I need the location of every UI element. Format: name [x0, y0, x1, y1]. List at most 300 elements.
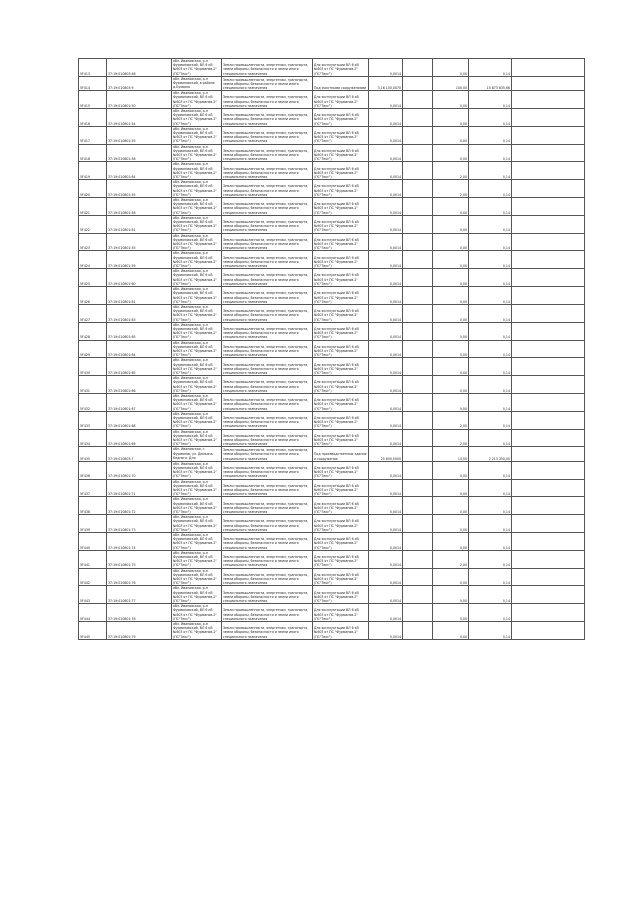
- cell-share: [403, 376, 433, 394]
- cell-address: обл. Ивановская, р-н Фурмановский, ВЛ 6 кВ №603 от ПС "Фурманов-2" (ПС"Текс"): [172, 622, 222, 640]
- cell-area: 0,0014: [369, 461, 403, 479]
- cell-address: обл. Ивановская, р-н Фурмановский, ВЛ 6 кВ №603 от ПС "Фурманов-2" (ПС"Текс"): [172, 340, 222, 358]
- cell-record-id: 5F425: [79, 269, 107, 287]
- cell-permitted-use: Для эксплуатации ВЛ 6 кВ №603 от ПС "Фурманов-2" (ПС"Текс"): [313, 533, 369, 551]
- table-row: [79, 550, 585, 568]
- cell-permitted-use: Для эксплуатации ВЛ 6 кВ №603 от ПС "Фурманов-2" (ПС"Текс"): [313, 108, 369, 126]
- cell-area: 0,0014: [369, 340, 403, 358]
- cell-record-id: 5F443: [79, 586, 107, 604]
- cell-empty: [512, 198, 585, 216]
- cell-value: 2,00: [433, 429, 469, 447]
- cell-address: обл. Ивановская, р-н Фурмановский, ВЛ 6 кВ №603 от ПС "Фурманов-2" (ПС"Текс"): [172, 550, 222, 568]
- cell-empty: [512, 358, 585, 376]
- cell-share: [403, 622, 433, 640]
- cell-permitted-use: Для эксплуатации ВЛ 6 кВ №603 от ПС "Фурманов-2" (ПС"Текс"): [313, 215, 369, 233]
- cell-land-category: Земли промышленности, энергетики, транспорта, земли обороны, безопасности и земли иного специального назначения: [222, 126, 313, 144]
- cell-land-category: Земли промышленности, энергетики, транспорта, земли обороны, безопасности и земли иного специального назначения: [222, 108, 313, 126]
- cell-permitted-use: Под очистными сооружениями: [313, 76, 369, 90]
- cell-empty: [512, 447, 585, 461]
- cell-cadastral-number: 37:19:010801:59: [107, 251, 172, 269]
- cell-price: 0,14: [469, 198, 512, 216]
- cell-value: 0,00: [433, 126, 469, 144]
- cell-address: обл. Ивановская, р-н Фурмановский, ВЛ 6 кВ №603 от ПС "Фурманов-2" (ПС"Текс"): [172, 358, 222, 376]
- cell-address: обл. Ивановская, р-н Фурмановский, ВЛ 6 кВ №603 от ПС "Фурманов-2" (ПС"Текс"): [172, 322, 222, 340]
- cell-price: 0,14: [469, 393, 512, 411]
- cell-value: 2,00: [433, 411, 469, 429]
- cell-cadastral-number: 37:19:010801:76: [107, 568, 172, 586]
- cell-price: 0,14: [469, 586, 512, 604]
- cell-value: 0,00: [433, 108, 469, 126]
- cell-price: 0,14: [469, 269, 512, 287]
- table-row: [79, 162, 585, 180]
- cell-permitted-use: Для эксплуатации ВЛ 6 кВ №603 от ПС "Фурманов-2" (ПС"Текс"): [313, 269, 369, 287]
- cell-cadastral-number: 37:19:010801:70: [107, 461, 172, 479]
- cell-value: 0,00: [433, 376, 469, 394]
- table-row: [79, 322, 585, 340]
- cell-empty: [512, 287, 585, 305]
- cell-share: [403, 322, 433, 340]
- cell-cadastral-number: 37:19:010801:54: [107, 108, 172, 126]
- cell-address: обл. Ивановская, р-н Фурмановский, ВЛ 6 кВ №603 от ПС "Фурманов-2" (ПС"Текс"): [172, 586, 222, 604]
- table-body: [79, 59, 585, 640]
- cell-area: 0,0014: [369, 269, 403, 287]
- cell-address: обл. Ивановская, р-н Фурмановский, ВЛ 6 кВ №603 от ПС "Фурманов-2" (ПС"Текс"): [172, 533, 222, 551]
- cell-permitted-use: Для эксплуатации ВЛ 6 кВ №603 от ПС "Фурманов-2" (ПС"Текс"): [313, 198, 369, 216]
- cell-record-id: 5F413: [79, 59, 107, 77]
- cell-price: 0,14: [469, 376, 512, 394]
- cell-record-id: 5F424: [79, 251, 107, 269]
- cell-record-id: 5F434: [79, 429, 107, 447]
- cell-address: обл. Ивановская, р-н Фурмановский, ВЛ 6 кВ №603 от ПС "Фурманов-2" (ПС"Текс"): [172, 233, 222, 251]
- cell-permitted-use: Для эксплуатации ВЛ 6 кВ №603 от ПС "Фурманов-2" (ПС"Текс"): [313, 322, 369, 340]
- cell-price: 0,14: [469, 604, 512, 622]
- table-row: [79, 461, 585, 479]
- cell-share: [403, 533, 433, 551]
- cell-cadastral-number: 37:19:010801:61: [107, 287, 172, 305]
- cell-land-category: Земли промышленности, энергетики, транспорта, земли обороны, безопасности и земли иного специального назначения: [222, 287, 313, 305]
- cell-empty: [512, 461, 585, 479]
- cell-cadastral-number: 37:19:010801:74: [107, 533, 172, 551]
- table-row: [79, 586, 585, 604]
- table-row: [79, 180, 585, 198]
- cell-address: обл. Ивановская, р-н Фурмановский, ВЛ 6 кВ №603 от ПС "Фурманов-2" (ПС"Текс"): [172, 429, 222, 447]
- cell-area: 0,0014: [369, 233, 403, 251]
- cell-area: 0,0014: [369, 604, 403, 622]
- cell-value: 0,00: [433, 198, 469, 216]
- table-row: [79, 215, 585, 233]
- cell-address: обл. Ивановская, р-н Фурмановский, ВЛ 6 кВ №603 от ПС "Фурманов-2" (ПС"Текс"): [172, 411, 222, 429]
- cell-area: 0,0014: [369, 586, 403, 604]
- cell-record-id: 5F422: [79, 215, 107, 233]
- cell-price: 0,14: [469, 108, 512, 126]
- cell-address: обл. Ивановская, р-н Фурмановский, ВЛ 6 кВ №603 от ПС "Фурманов-2" (ПС"Текс"): [172, 180, 222, 198]
- cell-share: [403, 108, 433, 126]
- cell-price: 0,14: [469, 461, 512, 479]
- cell-empty: [512, 515, 585, 533]
- cell-empty: [512, 233, 585, 251]
- cell-permitted-use: Для эксплуатации ВЛ 6 кВ №603 от ПС "Фурманов-2" (ПС"Текс"): [313, 180, 369, 198]
- cell-share: [403, 198, 433, 216]
- cell-area: 0,0014: [369, 533, 403, 551]
- cell-area: 0,0014: [369, 108, 403, 126]
- cell-address: обл. Ивановская, р-н Фурмановский, ВЛ 6 кВ №603 от ПС "Фурманов-2" (ПС"Текс"): [172, 515, 222, 533]
- cell-price: 0,14: [469, 479, 512, 497]
- table-row: [79, 497, 585, 515]
- cell-price: 0,14: [469, 622, 512, 640]
- cell-share: [403, 393, 433, 411]
- cell-empty: [512, 91, 585, 109]
- cell-value: 0,00: [433, 479, 469, 497]
- table-row: [79, 269, 585, 287]
- cell-area: 0,0014: [369, 550, 403, 568]
- cell-land-category: Земли промышленности, энергетики, транспорта, земли обороны, безопасности и земли иного специального назначения: [222, 568, 313, 586]
- cell-land-category: Земли промышленности, энергетики, транспорта, земли обороны, безопасности и земли иного специального назначения: [222, 461, 313, 479]
- cell-empty: [512, 76, 585, 90]
- cell-price: 0,14: [469, 180, 512, 198]
- table-row: [79, 198, 585, 216]
- cell-permitted-use: Для эксплуатации ВЛ 6 кВ №603 от ПС "Фурманов-2" (ПС"Текс"): [313, 568, 369, 586]
- cell-record-id: 5F439: [79, 515, 107, 533]
- cell-empty: [512, 479, 585, 497]
- cell-price: 0,14: [469, 497, 512, 515]
- cell-address: обл. Ивановская, р-н Фурмановский, ВЛ 6 кВ №603 от ПС "Фурманов-2" (ПС"Текс"): [172, 287, 222, 305]
- cell-cadastral-number: 37:19:010801:55: [107, 126, 172, 144]
- cell-permitted-use: Для эксплуатации ВЛ 6 кВ №603 от ПС "Фурманов-2" (ПС"Текс"): [313, 304, 369, 322]
- cell-price: 0,14: [469, 515, 512, 533]
- cell-record-id: 5F445: [79, 622, 107, 640]
- cell-share: [403, 251, 433, 269]
- cell-share: [403, 550, 433, 568]
- cell-address: обл. Ивановская, р-н Фурмановский, ВЛ 6 кВ №603 от ПС "Фурманов-2" (ПС"Текс"): [172, 376, 222, 394]
- cell-area: 0,0014: [369, 59, 403, 77]
- cell-value: 2,00: [433, 180, 469, 198]
- cell-record-id: 5F432: [79, 393, 107, 411]
- table-row: [79, 447, 585, 461]
- cell-empty: [512, 108, 585, 126]
- cell-value: 0,00: [433, 497, 469, 515]
- cell-price: 0,14: [469, 59, 512, 77]
- cell-value: 0,00: [433, 215, 469, 233]
- cell-permitted-use: Для эксплуатации ВЛ 6 кВ №603 от ПС "Фурманов-2" (ПС"Текс"): [313, 429, 369, 447]
- cell-value: 0,00: [433, 59, 469, 77]
- cell-record-id: 5F436: [79, 461, 107, 479]
- cell-cadastral-number: 37:19:010801:55: [107, 180, 172, 198]
- table-row: [79, 287, 585, 305]
- cell-share: [403, 604, 433, 622]
- cell-record-id: 5F437: [79, 479, 107, 497]
- table-row: [79, 376, 585, 394]
- cell-area: 0,0014: [369, 91, 403, 109]
- cell-address: обл. Ивановская, р-н Фурмановский, ВЛ 6 кВ №603 от ПС "Фурманов-2" (ПС"Текс"): [172, 108, 222, 126]
- cell-record-id: 5F440: [79, 533, 107, 551]
- cell-address: обл. Ивановская, р-н Фурмановский, ВЛ 6 кВ №603 от ПС "Фурманов-2" (ПС"Текс"): [172, 393, 222, 411]
- cell-record-id: 5F416: [79, 108, 107, 126]
- cell-record-id: 5F429: [79, 340, 107, 358]
- cell-value: 0,00: [433, 251, 469, 269]
- cell-address: обл. Ивановская, р-н Фурмановский, ВЛ 6 кВ №603 от ПС "Фурманов-2" (ПС"Текс"): [172, 269, 222, 287]
- cell-land-category: Земли промышленности, энергетики, транспорта, земли обороны, безопасности и земли иного специального назначения: [222, 533, 313, 551]
- cell-value: 0,00: [433, 233, 469, 251]
- cell-area: 0,0014: [369, 287, 403, 305]
- table-row: [79, 393, 585, 411]
- cell-permitted-use: Для эксплуатации ВЛ 6 кВ №603 от ПС "Фурманов-2" (ПС"Текс"): [313, 126, 369, 144]
- cell-area: 0,0014: [369, 515, 403, 533]
- cell-land-category: Земли промышленности, энергетики, транспорта, земли обороны, безопасности и земли иного специального назначения: [222, 604, 313, 622]
- cell-value: 0,00: [433, 586, 469, 604]
- cell-land-category: Земли промышленности, энергетики, транспорта, земли обороны, безопасности и земли иного специального назначения: [222, 59, 313, 77]
- cell-value: 0,00: [433, 304, 469, 322]
- cell-value: 2,00: [433, 162, 469, 180]
- cell-share: [403, 340, 433, 358]
- cell-value: 14,00: [433, 447, 469, 461]
- cell-permitted-use: Для эксплуатации ВЛ 6 кВ №603 от ПС "Фурманов-2" (ПС"Текс"): [313, 411, 369, 429]
- cell-share: [403, 233, 433, 251]
- cell-value: 0,00: [433, 461, 469, 479]
- table-row: [79, 233, 585, 251]
- cell-cadastral-number: 37:19:010801:64: [107, 162, 172, 180]
- cell-area: 0,0014: [369, 304, 403, 322]
- cell-area: 0,0014: [369, 180, 403, 198]
- cell-area: 3,16 100,0070: [369, 76, 403, 90]
- cell-record-id: 5F418: [79, 144, 107, 162]
- cell-share: [403, 515, 433, 533]
- cell-address: обл. Ивановская, г. Фурманов, ул. Демьяна Бедного. Для: [172, 447, 222, 461]
- cell-value: 0,00: [433, 568, 469, 586]
- table-row: [79, 91, 585, 109]
- cell-permitted-use: Для эксплуатации ВЛ 6 кВ №603 от ПС "Фурманов-2" (ПС"Текс"): [313, 233, 369, 251]
- cell-empty: [512, 340, 585, 358]
- cell-share: [403, 287, 433, 305]
- cell-cadastral-number: 37:19:010803:48: [107, 59, 172, 77]
- cell-address: обл. Ивановская, р-н Фурмановский, ВЛ 6 кВ №603 от ПС "Фурманов-2" (ПС"Текс"): [172, 304, 222, 322]
- cell-price: 0,14: [469, 91, 512, 109]
- cell-land-category: Земли промышленности, энергетики, транспорта, земли обороны, безопасности и земли иного специального назначения: [222, 162, 313, 180]
- cell-address: обл. Ивановская, р-н Фурмановский, ВЛ 6 кВ №603 от ПС "Фурманов-2" (ПС"Текс"): [172, 497, 222, 515]
- cell-area: 0,0014: [369, 322, 403, 340]
- table-row: [79, 622, 585, 640]
- cell-land-category: Земли промышленности, энергетики, транспорта, земли обороны, безопасности и земли иного специального назначения: [222, 144, 313, 162]
- cell-land-category: Земли промышленности, энергетики, транспорта, земли обороны, безопасности и земли иного специального назначения: [222, 393, 313, 411]
- cell-land-category: Земли промышленности, энергетики, транспорта, земли обороны, безопасности и земли иного специального назначения: [222, 180, 313, 198]
- cell-land-category: Земли промышленности, энергетики, транспорта, земли обороны, безопасности и земли иного специального назначения: [222, 411, 313, 429]
- cell-cadastral-number: 37:19:010801:72: [107, 497, 172, 515]
- cell-area: 0,0014: [369, 358, 403, 376]
- cell-land-category: Земли промышленности, энергетики, транспорта, земли обороны, безопасности и земли иного специального назначения: [222, 447, 313, 461]
- cell-permitted-use: Для эксплуатации ВЛ 6 кВ №603 от ПС "Фурманов-2" (ПС"Текс"): [313, 622, 369, 640]
- cell-permitted-use: Для эксплуатации ВЛ 6 кВ №603 от ПС "Фурманов-2" (ПС"Текс"): [313, 358, 369, 376]
- cell-address: обл. Ивановская, р-н Фурмановский, ВЛ 6 кВ №603 от ПС "Фурманов-2" (ПС"Текс"): [172, 215, 222, 233]
- cell-area: 0,0014: [369, 144, 403, 162]
- cell-address: обл. Ивановская, р-н Фурмановский, ВЛ 6 кВ №603 от ПС "Фурманов-2" (ПС"Текс"): [172, 59, 222, 77]
- cell-price: 0,14: [469, 126, 512, 144]
- cell-empty: [512, 497, 585, 515]
- cell-empty: [512, 568, 585, 586]
- cell-price: 0,14: [469, 550, 512, 568]
- table-row: [79, 515, 585, 533]
- cell-share: [403, 479, 433, 497]
- cell-share: [403, 76, 433, 90]
- table-row: [79, 568, 585, 586]
- cell-value: 0,00: [433, 91, 469, 109]
- cell-permitted-use: Для эксплуатации ВЛ 6 кВ №603 от ПС "Фурманов-2" (ПС"Текс"): [313, 393, 369, 411]
- cell-value: 0,00: [433, 322, 469, 340]
- cell-land-category: Земли промышленности, энергетики, транспорта, земли обороны, безопасности и земли иного специального назначения: [222, 515, 313, 533]
- cell-value: 0,00: [433, 340, 469, 358]
- cell-value: 100,00: [433, 76, 469, 90]
- table-row: [79, 479, 585, 497]
- cell-permitted-use: Для эксплуатации ВЛ 6 кВ №603 от ПС "Фурманов-2" (ПС"Текс"): [313, 586, 369, 604]
- cell-share: [403, 215, 433, 233]
- cell-address: обл. Ивановская, р-н Фурмановский, ВЛ 6 кВ №603 от ПС "Фурманов-2" (ПС"Текс"): [172, 461, 222, 479]
- cell-area: 0,0014: [369, 198, 403, 216]
- table-row: [79, 144, 585, 162]
- cell-value: 0,00: [433, 604, 469, 622]
- cell-share: [403, 358, 433, 376]
- cell-share: [403, 429, 433, 447]
- cell-price: 0,14: [469, 162, 512, 180]
- cell-price: 0,14: [469, 304, 512, 322]
- cell-record-id: 5F430: [79, 358, 107, 376]
- table-row: [79, 76, 585, 90]
- cell-cadastral-number: 37:19:010801:79: [107, 622, 172, 640]
- cell-record-id: 5F417: [79, 126, 107, 144]
- cell-permitted-use: Для эксплуатации ВЛ 6 кВ №603 от ПС "Фурманов-2" (ПС"Текс"): [313, 376, 369, 394]
- cell-record-id: 5F444: [79, 604, 107, 622]
- cell-record-id: 5F421: [79, 198, 107, 216]
- table-row: [79, 304, 585, 322]
- cell-area: 0,0014: [369, 162, 403, 180]
- cell-land-category: Земли промышленности, энергетики, транспорта, земли обороны, безопасности и земли иного специального назначения: [222, 497, 313, 515]
- table-row: [79, 358, 585, 376]
- cell-cadastral-number: 37:19:010801:71: [107, 479, 172, 497]
- cell-address: обл. Ивановская, р-н Фурмановский, в районе д.Бухвало: [172, 76, 222, 90]
- cell-price: 2 213 350,00: [469, 447, 512, 461]
- cell-area: 0,0014: [369, 622, 403, 640]
- cell-empty: [512, 126, 585, 144]
- cell-area: 0,0014: [369, 479, 403, 497]
- cell-share: [403, 91, 433, 109]
- cell-empty: [512, 162, 585, 180]
- cell-land-category: Земли промышленности, энергетики, транспорта, земли обороны, безопасности и земли иного специального назначения: [222, 622, 313, 640]
- cell-share: [403, 126, 433, 144]
- cell-address: обл. Ивановская, р-н Фурмановский, ВЛ 6 кВ №603 от ПС "Фурманов-2" (ПС"Текс"): [172, 251, 222, 269]
- table-row: [79, 251, 585, 269]
- cell-share: [403, 411, 433, 429]
- cell-address: обл. Ивановская, р-н Фурмановский, ВЛ 6 кВ №603 от ПС "Фурманов-2" (ПС"Текс"): [172, 479, 222, 497]
- cell-land-category: Земли промышленности, энергетики, транспорта, земли обороны, безопасности и земли иного специального назначения: [222, 251, 313, 269]
- cell-value: 0,00: [433, 287, 469, 305]
- cell-permitted-use: Для эксплуатации ВЛ 6 кВ №603 от ПС "Фурманов-2" (ПС"Текс"): [313, 162, 369, 180]
- cell-record-id: 5F427: [79, 304, 107, 322]
- cell-price: 0,14: [469, 429, 512, 447]
- cell-value: 0,00: [433, 515, 469, 533]
- cell-land-category: Земли промышленности, энергетики, транспорта, земли обороны, безопасности и земли иного специального назначения: [222, 479, 313, 497]
- cell-empty: [512, 411, 585, 429]
- cell-value: 0,00: [433, 393, 469, 411]
- cell-cadastral-number: 37:19:010801:58: [107, 144, 172, 162]
- table-row: [79, 340, 585, 358]
- table-row: [79, 59, 585, 77]
- cell-cadastral-number: 37:19:010801:68: [107, 411, 172, 429]
- cell-address: обл. Ивановская, р-н Фурмановский, ВЛ 6 кВ №603 от ПС "Фурманов-2" (ПС"Текс"): [172, 198, 222, 216]
- table-row: [79, 126, 585, 144]
- cell-empty: [512, 550, 585, 568]
- cell-empty: [512, 586, 585, 604]
- cell-land-category: Земли промышленности, энергетики, транспорта, земли обороны, безопасности и земли иного специального назначения: [222, 233, 313, 251]
- cell-permitted-use: Для эксплуатации ВЛ 6 кВ №603 от ПС "Фурманов-2" (ПС"Текс"): [313, 461, 369, 479]
- cell-cadastral-number: 37:19:010801:58: [107, 198, 172, 216]
- cell-area: 0,0014: [369, 393, 403, 411]
- cell-record-id: 5F420: [79, 180, 107, 198]
- cell-empty: [512, 376, 585, 394]
- cell-empty: [512, 215, 585, 233]
- table-row: [79, 533, 585, 551]
- cell-land-category: Земли промышленности, энергетики, транспорта, земли обороны, безопасности и земли иного специального назначения: [222, 586, 313, 604]
- cell-empty: [512, 180, 585, 198]
- land-plots-table: [78, 58, 585, 640]
- cell-land-category: Земли промышленности, энергетики, транспорта, земли обороны, безопасности и земли иного специального назначения: [222, 91, 313, 109]
- cell-price: 0,14: [469, 340, 512, 358]
- cell-permitted-use: Для эксплуатации ВЛ 6 кВ №603 от ПС "Фурманов-2" (ПС"Текс"): [313, 340, 369, 358]
- table-row: [79, 429, 585, 447]
- cell-record-id: 5F414: [79, 76, 107, 90]
- cell-cadastral-number: 37:19:010801:78: [107, 604, 172, 622]
- cell-share: [403, 269, 433, 287]
- cell-land-category: Земли промышленности, энергетики, транспорта, земли обороны, безопасности и земли иного специального назначения: [222, 358, 313, 376]
- cell-share: [403, 59, 433, 77]
- cell-land-category: Земли промышленности, энергетики, транспорта, земли обороны, безопасности и земли иного специального назначения: [222, 322, 313, 340]
- cell-permitted-use: Для эксплуатации ВЛ 6 кВ №603 от ПС "Фурманов-2" (ПС"Текс"): [313, 287, 369, 305]
- cell-empty: [512, 269, 585, 287]
- cell-share: [403, 447, 433, 461]
- cell-land-category: Земли промышленности, энергетики, транспорта, земли обороны, безопасности и земли иного специального назначения: [222, 340, 313, 358]
- cell-area: 0,0014: [369, 568, 403, 586]
- cell-cadastral-number: 37:19:010801:65: [107, 358, 172, 376]
- cell-share: [403, 586, 433, 604]
- cell-empty: [512, 59, 585, 77]
- cell-record-id: 5F426: [79, 287, 107, 305]
- cell-cadastral-number: 37:19:010801:77: [107, 586, 172, 604]
- cell-area: 0,0014: [369, 251, 403, 269]
- cell-share: [403, 461, 433, 479]
- cell-value: 0,00: [433, 358, 469, 376]
- cell-price: 0,14: [469, 287, 512, 305]
- cell-permitted-use: Для эксплуатации ВЛ 6 кВ №603 от ПС "Фурманов-2" (ПС"Текс"): [313, 515, 369, 533]
- cell-record-id: 5F442: [79, 568, 107, 586]
- cell-record-id: 5F433: [79, 411, 107, 429]
- cell-price: 0,14: [469, 322, 512, 340]
- cell-empty: [512, 429, 585, 447]
- cell-permitted-use: Для эксплуатации ВЛ 6 кВ №603 от ПС "Фурманов-2" (ПС"Текс"): [313, 479, 369, 497]
- cell-area: 0,0014: [369, 126, 403, 144]
- cell-share: [403, 497, 433, 515]
- cell-area: 0,0014: [369, 376, 403, 394]
- cell-cadastral-number: 37:19:010801:50: [107, 91, 172, 109]
- cell-price: 0,14: [469, 411, 512, 429]
- cell-price: 0,14: [469, 568, 512, 586]
- cell-empty: [512, 393, 585, 411]
- cell-value: 0,00: [433, 269, 469, 287]
- cell-price: 0,14: [469, 251, 512, 269]
- cell-land-category: Земли промышленности, энергетики, транспорта, земли обороны, безопасности и земли иного специального назначения: [222, 429, 313, 447]
- cell-cadastral-number: 37:19:010801:55: [107, 233, 172, 251]
- cell-record-id: 5F415: [79, 91, 107, 109]
- cell-record-id: 5F419: [79, 162, 107, 180]
- cell-area: 25 600,0000: [369, 447, 403, 461]
- cell-record-id: 5F441: [79, 550, 107, 568]
- cell-empty: [512, 144, 585, 162]
- cell-permitted-use: Под производственные здания и сооружения: [313, 447, 369, 461]
